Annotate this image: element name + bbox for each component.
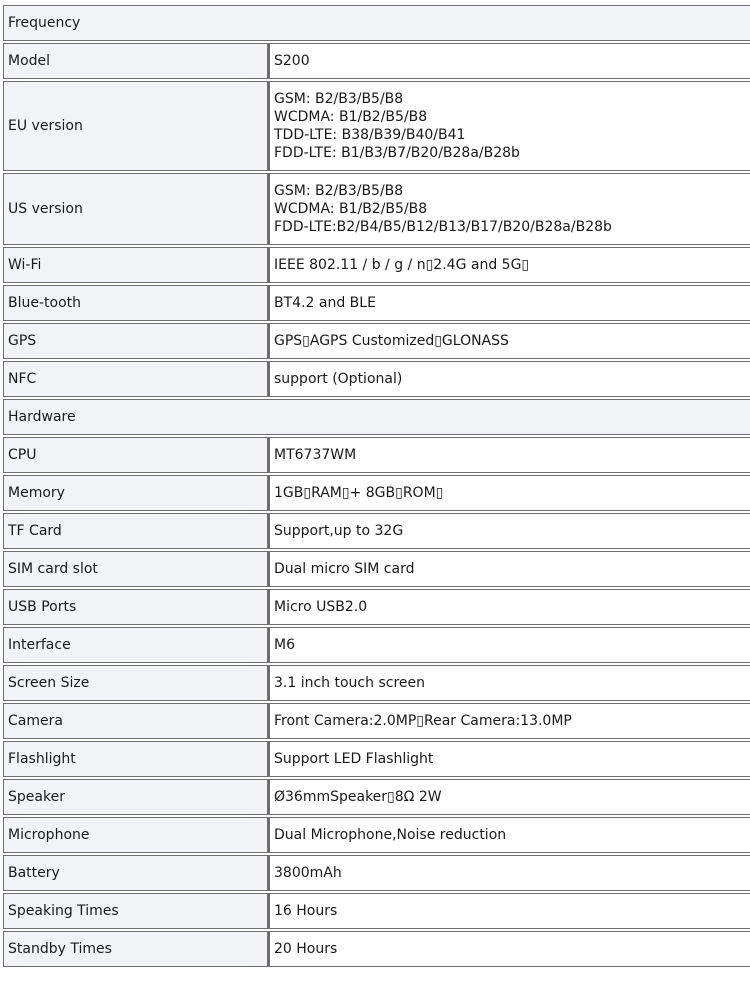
spec-value-line: Ø36mmSpeaker▯8Ω 2W xyxy=(274,789,442,805)
spec-value-line: IEEE 802.11 / b / g / n▯2.4G and 5G▯ xyxy=(274,257,530,273)
spec-label: Flashlight xyxy=(3,741,268,777)
spec-value xyxy=(268,247,750,283)
spec-value xyxy=(268,81,750,171)
spec-label: Standby Times xyxy=(3,931,268,967)
spec-value xyxy=(268,931,750,967)
spec-value xyxy=(268,551,750,587)
spec-label: US version xyxy=(3,173,268,245)
spec-label: CPU xyxy=(3,437,268,473)
spec-value xyxy=(268,665,750,701)
table-row xyxy=(3,323,750,359)
spec-value-line: GSM: B2/B3/B5/B8 xyxy=(274,91,404,107)
spec-label: Speaker xyxy=(3,779,268,815)
spec-label: Microphone xyxy=(3,817,268,853)
spec-value-line: 16 Hours xyxy=(274,903,338,919)
spec-label: EU version xyxy=(3,81,268,171)
spec-value-line: Support,up to 32G xyxy=(274,523,404,539)
spec-value xyxy=(268,779,750,815)
table-row xyxy=(3,817,750,853)
spec-value-line: MT6737WM xyxy=(274,447,357,463)
spec-label: GPS xyxy=(3,323,268,359)
spec-value xyxy=(268,893,750,929)
section-row xyxy=(3,399,750,435)
spec-label: USB Ports xyxy=(3,589,268,625)
spec-value-line: support (Optional) xyxy=(274,371,403,387)
spec-value xyxy=(268,475,750,511)
spec-value-line: 3800mAh xyxy=(274,865,342,881)
spec-value-line: GPS▯AGPS Customized▯GLONASS xyxy=(274,333,509,349)
spec-label: Wi-Fi xyxy=(3,247,268,283)
spec-value-line: Support LED Flashlight xyxy=(274,751,434,767)
spec-value-line: GSM: B2/B3/B5/B8 xyxy=(274,183,404,199)
spec-table-body xyxy=(3,5,750,967)
table-row xyxy=(3,551,750,587)
table-row xyxy=(3,43,750,79)
spec-value xyxy=(268,361,750,397)
spec-value-line: TDD-LTE: B38/B39/B40/B41 xyxy=(274,127,466,143)
spec-label: Screen Size xyxy=(3,665,268,701)
table-row xyxy=(3,437,750,473)
table-row xyxy=(3,855,750,891)
spec-label: Speaking Times xyxy=(3,893,268,929)
table-row xyxy=(3,931,750,967)
spec-value xyxy=(268,817,750,853)
table-row xyxy=(3,361,750,397)
section-row xyxy=(3,5,750,41)
spec-value xyxy=(268,285,750,321)
spec-label: SIM card slot xyxy=(3,551,268,587)
spec-value-line: 20 Hours xyxy=(274,941,338,957)
spec-value-line: FDD-LTE: B1/B3/B7/B20/B28a/B28b xyxy=(274,145,520,161)
spec-value-line: Dual micro SIM card xyxy=(274,561,415,577)
spec-table xyxy=(3,3,750,969)
spec-label: Blue-tooth xyxy=(3,285,268,321)
spec-value-line: 1GB▯RAM▯+ 8GB▯ROM▯ xyxy=(274,485,444,501)
table-row xyxy=(3,893,750,929)
table-row xyxy=(3,173,750,245)
table-row xyxy=(3,285,750,321)
spec-value-line: WCDMA: B1/B2/B5/B8 xyxy=(274,109,428,125)
spec-value-line: FDD-LTE:B2/B4/B5/B12/B13/B17/B20/B28a/B28b xyxy=(274,219,612,235)
table-row xyxy=(3,703,750,739)
table-row xyxy=(3,665,750,701)
spec-value-line: 3.1 inch touch screen xyxy=(274,675,425,691)
spec-value-line: BT4.2 and BLE xyxy=(274,295,376,311)
spec-label: Model xyxy=(3,43,268,79)
spec-value xyxy=(268,589,750,625)
spec-value xyxy=(268,323,750,359)
spec-value-line: Micro USB2.0 xyxy=(274,599,368,615)
spec-value xyxy=(268,437,750,473)
section-title: Frequency xyxy=(3,5,750,41)
table-row xyxy=(3,779,750,815)
table-row xyxy=(3,81,750,171)
table-row xyxy=(3,247,750,283)
spec-value xyxy=(268,741,750,777)
spec-value xyxy=(268,173,750,245)
section-title: Hardware xyxy=(3,399,750,435)
table-row xyxy=(3,589,750,625)
spec-label: Interface xyxy=(3,627,268,663)
spec-value xyxy=(268,43,750,79)
spec-value xyxy=(268,627,750,663)
table-row xyxy=(3,513,750,549)
spec-label: Battery xyxy=(3,855,268,891)
table-row xyxy=(3,627,750,663)
spec-label: NFC xyxy=(3,361,268,397)
spec-value-line: M6 xyxy=(274,637,295,653)
spec-label: Memory xyxy=(3,475,268,511)
spec-value-line: S200 xyxy=(274,53,310,69)
spec-value-line: Front Camera:2.0MP▯Rear Camera:13.0MP xyxy=(274,713,572,729)
spec-value xyxy=(268,703,750,739)
spec-value xyxy=(268,513,750,549)
spec-value-line: Dual Microphone,Noise reduction xyxy=(274,827,507,843)
spec-label: TF Card xyxy=(3,513,268,549)
spec-value-line: WCDMA: B1/B2/B5/B8 xyxy=(274,201,428,217)
spec-value xyxy=(268,855,750,891)
table-row xyxy=(3,475,750,511)
spec-label: Camera xyxy=(3,703,268,739)
table-row xyxy=(3,741,750,777)
